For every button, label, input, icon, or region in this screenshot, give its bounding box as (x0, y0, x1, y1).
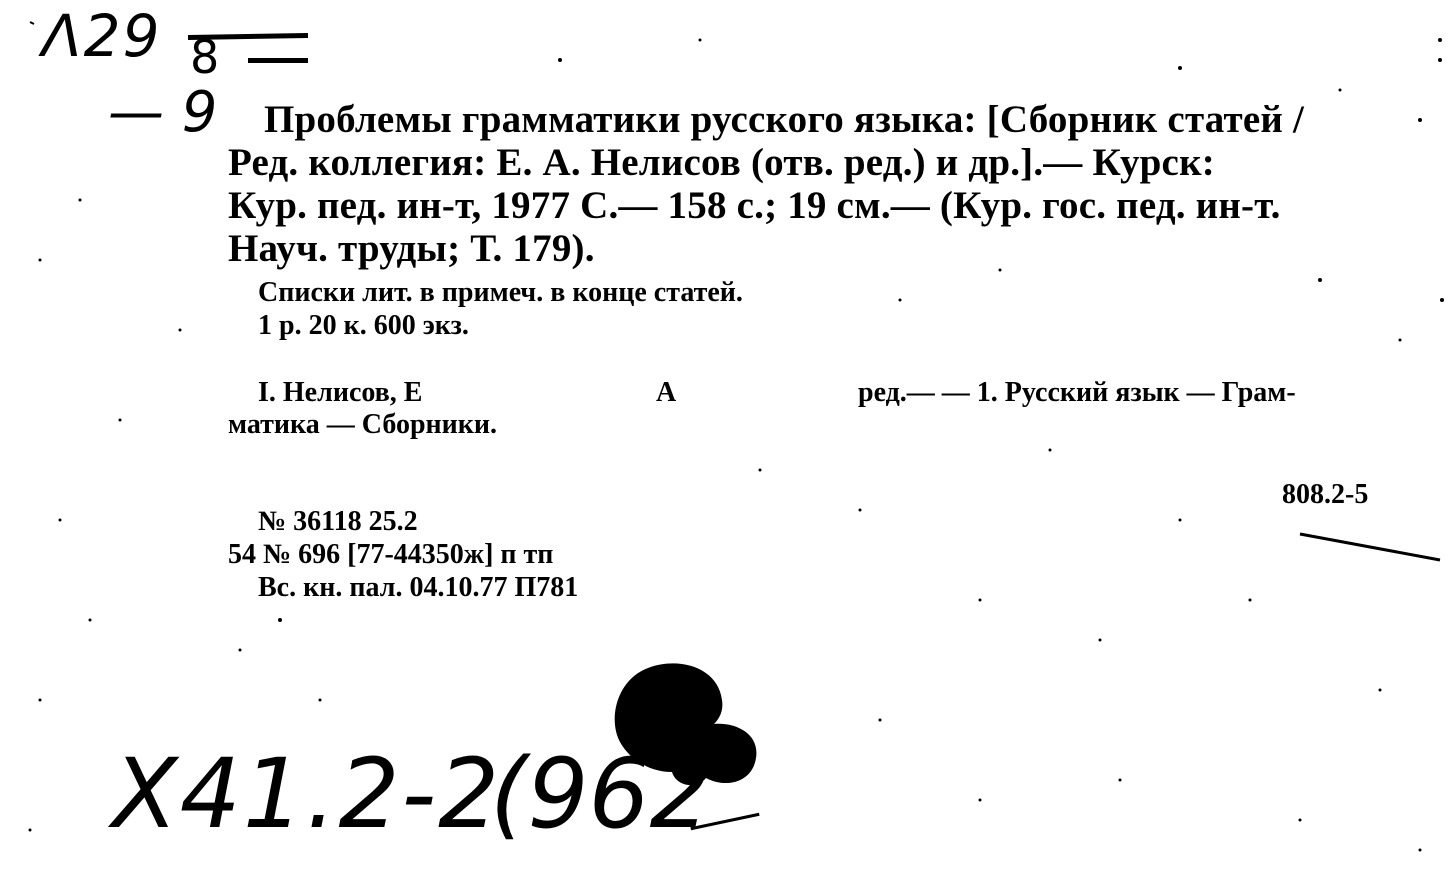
subject-heading-continuation: матика — Сборники. (228, 409, 498, 440)
call-number-handwritten: Λ29 (42, 2, 162, 70)
subject-heading: ред.— — 1. Русский язык — Грам- (858, 377, 1296, 408)
entry-line: Науч. труды; Т. 179). (228, 227, 595, 270)
entry-line: Ред. коллегия: Е. А. Нелисов (отв. ред.) и др.].— Курск: (228, 141, 1215, 184)
bibliographic-entry (228, 98, 1304, 270)
call-number-second-line: — 9 (108, 80, 218, 145)
call-number-dash (248, 58, 308, 63)
book-chamber-line: Вс. кн. пал. 04.10.77 П781 (258, 572, 579, 603)
price-line: 1 р. 20 к. 600 экз. (258, 310, 469, 341)
entry-line: Проблемы грамматики русского языка: [Сборник статей / (264, 98, 1304, 141)
call-number-fraction: 8 (190, 30, 220, 84)
udc-code: 808.2-5 (1282, 479, 1369, 510)
inventory-handwritten-paren: (962 (490, 738, 711, 850)
inventory-handwritten: Х41.2-2 (112, 738, 502, 850)
notes-block (258, 276, 743, 342)
added-entry-name: I. Нелисов, Е (258, 377, 423, 408)
identifiers-block (228, 505, 578, 604)
registration-number: № 36118 25.2 (258, 506, 418, 537)
order-number: 54 № 696 [77-44350ж] п тп (228, 539, 554, 570)
entry-line: Кур. пед. ин-т, 1977 С.— 158 с.; 19 см.— (Кур. гос. пед. ин-т. (228, 184, 1281, 227)
added-entry-initial: А (656, 377, 677, 408)
notes-line: Списки лит. в примеч. в конце статей. (258, 277, 743, 308)
